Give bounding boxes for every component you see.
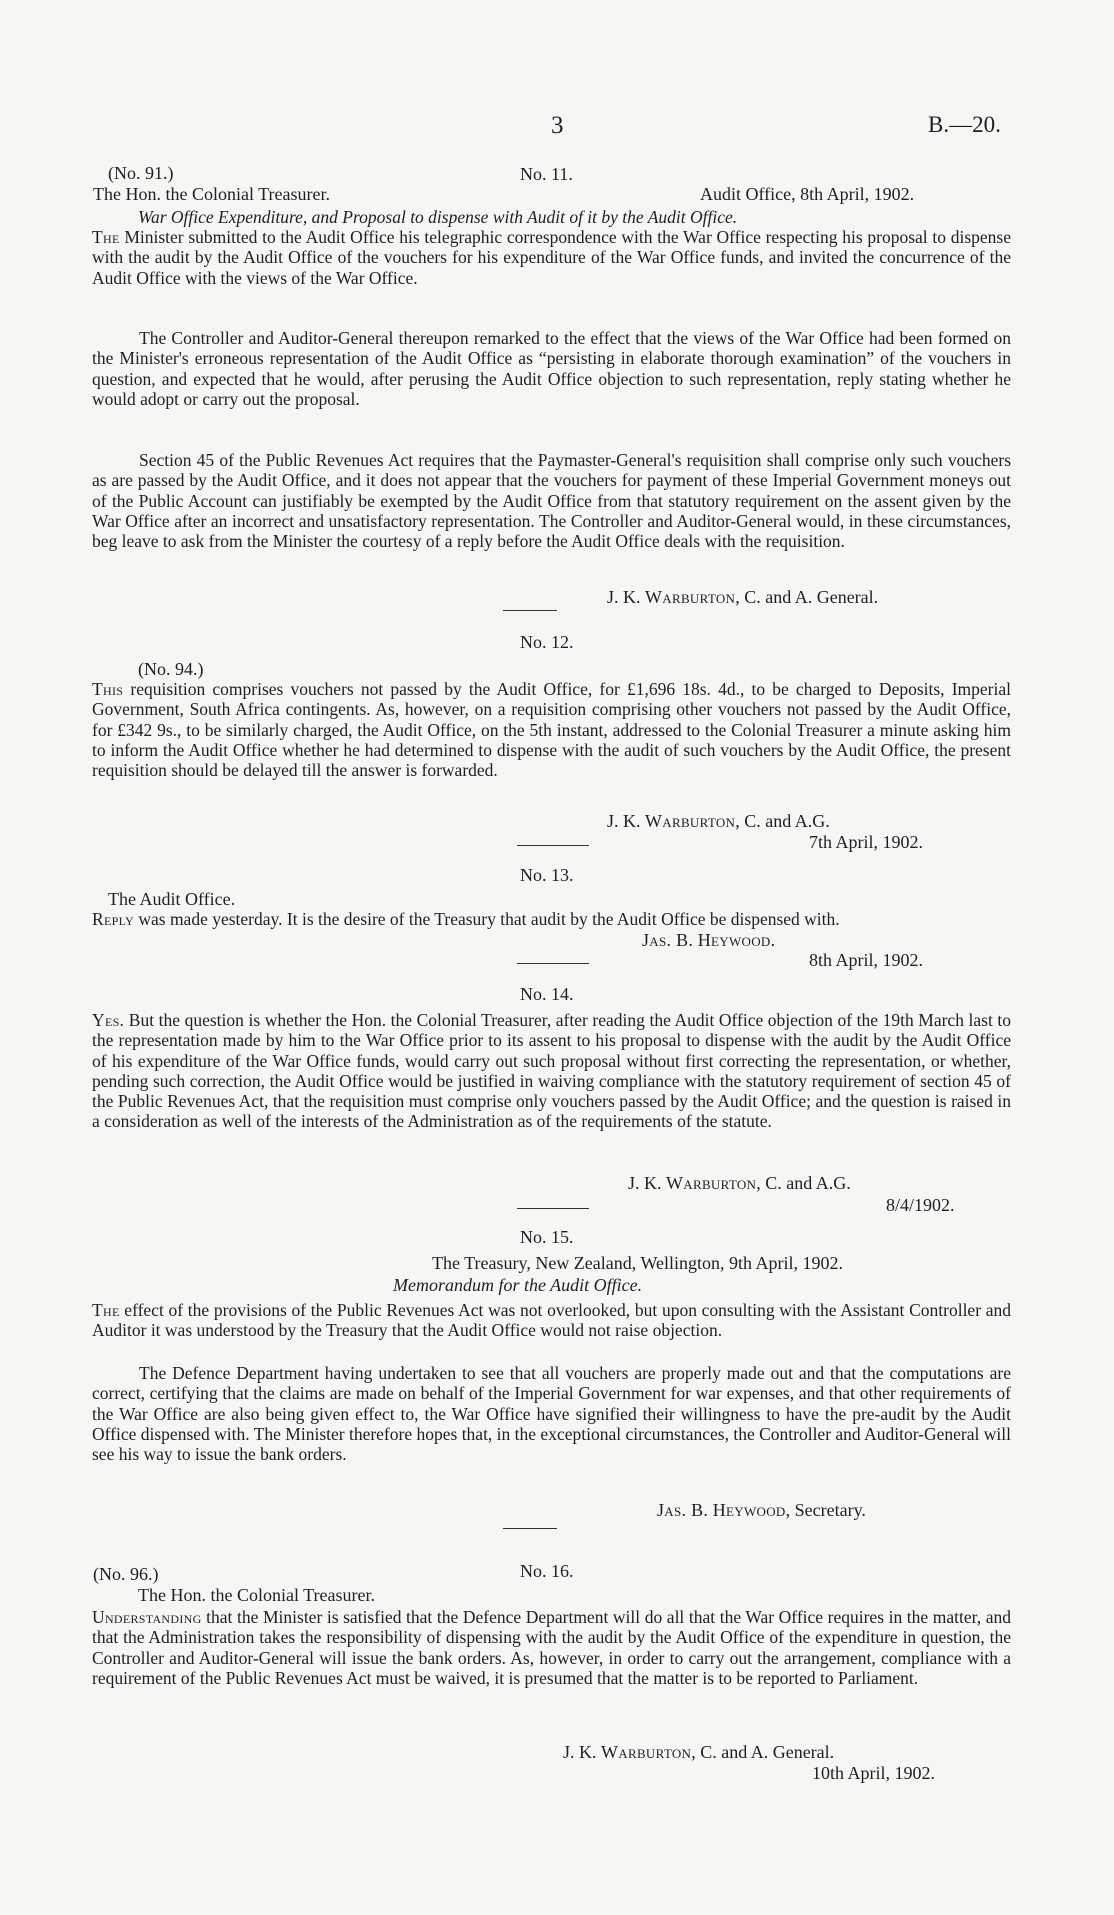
addressee: The Hon. the Colonial Treasurer. xyxy=(93,184,330,204)
signature-initials: J. K. xyxy=(607,811,641,831)
paragraph xyxy=(92,909,1011,929)
date: 8/4/1902. xyxy=(886,1195,955,1215)
place-date: The Treasury, New Zealand, Wellington, 9th April, 1902. xyxy=(432,1253,843,1273)
paragraph-text: that the Minister is satisfied that the Defence Department will do all that the War Office requires in the matter, and that the Administration takes the responsibility of dispensing with the audit by the Audit Office of the expenditure in question, the Controller and Auditor-General will issue the bank orders. As, however, in order to carry out the arrangement, compliance with a requirement of the Public Revenues Act must be waived, it is presumed that the matter is to be reported to Parliament. xyxy=(92,1607,1011,1688)
signature-name: Heywood xyxy=(697,930,771,950)
page-number: 3 xyxy=(551,112,564,139)
signature-title: , C. and A.G. xyxy=(735,811,830,831)
signature-title: , C. and A.G. xyxy=(756,1173,851,1193)
section-heading: No. 16. xyxy=(520,1561,574,1581)
signature xyxy=(607,811,830,832)
lead-word: Understanding xyxy=(92,1607,202,1627)
paragraph-text: requisition comprises vouchers not passed by the Audit Office, for £1,696 18s. 4d., to be charged to Deposits, Imperial Government, South Africa contingents. As, however, on a requisition comprising other vouchers not passed by the Audit Office, for £342 9s., to be similarly charged, the Audit Office, on the 5th instant, addressed to the Colonial Treasurer a minute asking him to inform the Audit Office whether he had determined to dispense with the audit of such vouchers by the Audit Office, the present requisition should be delayed till the answer is forwarded. xyxy=(92,679,1011,781)
divider xyxy=(517,963,589,964)
signature-initials: J. K. xyxy=(628,1173,662,1193)
lead-word: This xyxy=(92,679,124,699)
signature xyxy=(642,930,775,951)
paragraph: The Defence Department having undertaken to see that all vouchers are properly made out and that the computations are correct, certifying that the claims are made on behalf of the Imperial Government for war expenses, and that other requirements of the War Office are also being given effect to, the War Office have signified their willingness to have the pre-audit by the Audit Office dispensed with. The Minister therefore hopes that, in the exceptional circumstances, the Controller and Auditor-General will see his way to issue the bank orders. xyxy=(92,1363,1011,1465)
signature-initials: Jas. B. xyxy=(642,930,694,950)
divider xyxy=(517,1208,589,1209)
letter-ref: (No. 91.) xyxy=(108,163,174,183)
divider xyxy=(503,610,557,611)
signature-title: . xyxy=(770,930,776,950)
document-reference: B.—20. xyxy=(928,112,1001,137)
signature-name: Warburton xyxy=(645,811,736,831)
paragraph xyxy=(92,1607,1011,1688)
section-heading: No. 11. xyxy=(520,164,573,184)
memorandum-title: Memorandum for the Audit Office. xyxy=(393,1275,643,1295)
paragraph-text: Minister submitted to the Audit Office his telegraphic correspondence with the War Office respecting his proposal to dispense with the audit by the Audit Office of the vouchers for his expenditure of the War Office funds, and invited the concurrence of the Audit Office with the views of the War Office. xyxy=(92,227,1011,288)
section-heading: No. 13. xyxy=(520,865,574,885)
section-heading: No. 14. xyxy=(520,984,574,1004)
letter-ref: (No. 94.) xyxy=(138,659,204,679)
signature-name: Heywood xyxy=(712,1500,786,1520)
date: 10th April, 1902. xyxy=(812,1763,936,1783)
paragraph xyxy=(92,1010,1011,1132)
subject-line: War Office Expenditure, and Proposal to dispense with Audit of it by the Audit Office. xyxy=(138,207,738,227)
signature-title: , Secretary. xyxy=(785,1500,866,1520)
signature-title: , C. and A. General. xyxy=(735,587,879,607)
addressee: The Hon. the Colonial Treasurer. xyxy=(138,1585,375,1605)
paragraph xyxy=(92,679,1011,780)
paragraph: Section 45 of the Public Revenues Act requires that the Paymaster-General's requisition shall comprise only such vouchers as are passed by the Audit Office, and it does not appear that the vouchers for payment of these Imperial Government moneys out of the Public Account can justifiably be exempted by the Audit Office from that statutory requirement on the assent given by the War Office after an incorrect and unsatisfactory representation. The Controller and Auditor-General would, in these circumstances, beg leave to ask from the Minister the courtesy of a reply before the Audit Office deals with the requisition. xyxy=(92,450,1011,552)
signature-name: Warburton xyxy=(601,1742,692,1762)
signature-initials: J. K. xyxy=(563,1742,597,1762)
letter-ref: (No. 96.) xyxy=(93,1564,159,1584)
section-heading: No. 15. xyxy=(520,1227,574,1247)
paragraph: The Controller and Auditor-General thereupon remarked to the effect that the views of the War Office had been formed on the Minister's erroneous representation of the Audit Office as “persisting in elaborate thorough examination” of the vouchers in question, and expected that he would, after perusing the Audit Office objection to such representation, reply stating whether he would adopt or carry out the proposal. xyxy=(92,328,1011,409)
date: 7th April, 1902. xyxy=(809,832,924,852)
section-heading: No. 12. xyxy=(520,632,574,652)
date: 8th April, 1902. xyxy=(809,950,924,970)
signature xyxy=(657,1500,866,1521)
signature xyxy=(607,587,878,608)
signature-initials: J. K. xyxy=(607,587,641,607)
paragraph xyxy=(92,227,1011,288)
lead-word: Reply xyxy=(92,909,134,929)
signature-name: Warburton xyxy=(666,1173,757,1193)
signature-initials: Jas. B. xyxy=(657,1500,709,1520)
paragraph xyxy=(92,1300,1011,1341)
lead-word: The xyxy=(92,1300,120,1320)
divider xyxy=(517,845,589,846)
paragraph-text: was made yesterday. It is the desire of the Treasury that audit by the Audit Office be dispensed with. xyxy=(133,909,840,929)
signature-title: , C. and A. General. xyxy=(691,1742,835,1762)
signature xyxy=(628,1173,851,1194)
place-date: Audit Office, 8th April, 1902. xyxy=(700,184,915,204)
divider xyxy=(503,1528,557,1529)
signature xyxy=(563,1742,834,1763)
paragraph-text: effect of the provisions of the Public Revenues Act was not overlooked, but upon consulting with the Assistant Controller and Auditor it was understood by the Treasury that the Audit Office would not raise objection. xyxy=(92,1300,1011,1341)
lead-word: The xyxy=(92,227,120,247)
signature-name: Warburton xyxy=(645,587,736,607)
paragraph-text: But the question is whether the Hon. the Colonial Treasurer, after reading the Audit Office objection of the 19th March last to the representation made by him to the War Office prior to its assent to his proposal to dispense with the audit by the Audit Office of his expenditure of the War Office funds, would carry out such proposal without first correcting the representation, or whether, pending such correction, the Audit Office would be justified in waiving compliance with the statutory requirement of section 45 of the Public Revenues Act, that the requisition must comprise only vouchers passed by the Audit Office; and the question is raised in a consideration as well of the interests of the Administration as of the requirements of the statute. xyxy=(92,1010,1011,1132)
addressee: The Audit Office. xyxy=(108,889,236,909)
lead-word: Yes. xyxy=(92,1010,125,1030)
